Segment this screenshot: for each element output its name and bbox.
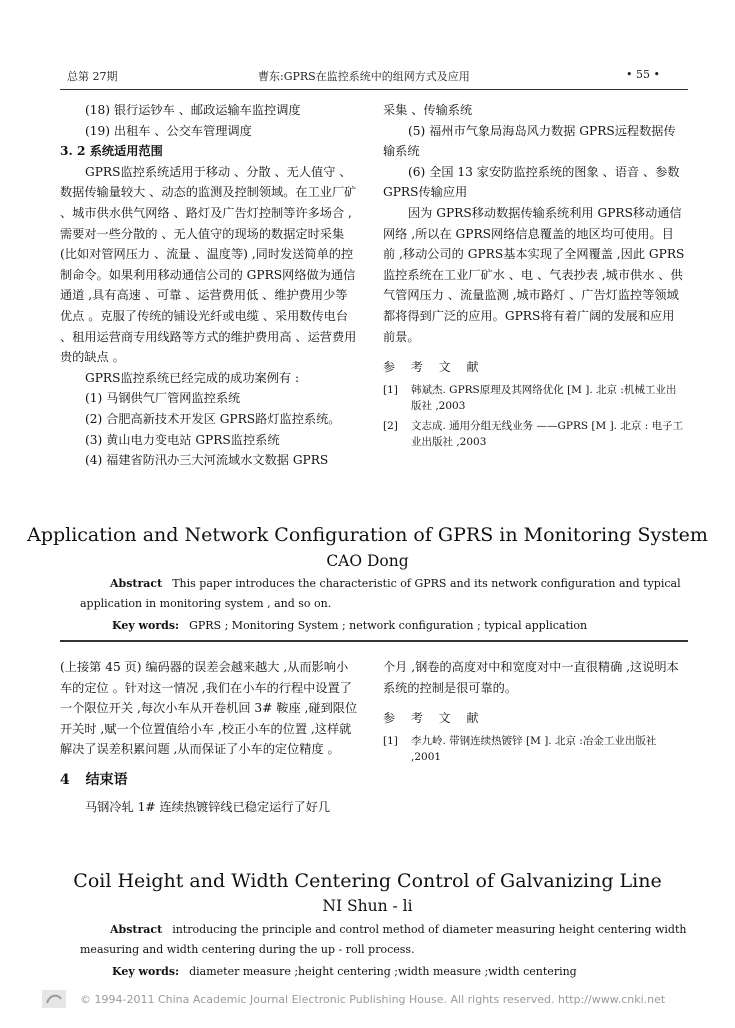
article1-left-column	[60, 100, 358, 471]
english-author-2: NI Shun - li	[322, 897, 413, 915]
body-paragraph: 个月 ,钢卷的高度对中和宽度对中一直很精确 ,这说明本系统的控制是很可靠的。	[383, 660, 679, 695]
body-paragraph: 采集 、传输系统	[383, 103, 473, 117]
english-abstract-1	[80, 574, 700, 614]
copyright-footer: © 1994-2011 China Academic Journal Electronic Publishing House. All rights reserved. http://www.cnki.net	[80, 993, 666, 1006]
article2-right-column	[383, 657, 686, 765]
english-abstract-2	[80, 920, 700, 960]
reference-item	[383, 418, 686, 450]
section-heading	[60, 770, 358, 791]
section-title: 结束语	[85, 771, 128, 788]
keywords-text-2: diameter measure ;height centering ;width measure ;width centering	[189, 965, 577, 978]
body-paragraph: (5) 福州市气象局海岛风力数据 GPRS远程数据传输系统	[383, 123, 676, 159]
body-paragraph: (18) 银行运钞车 、邮政运输车监控调度	[85, 103, 301, 117]
reference-item	[383, 382, 686, 414]
references-title: 参 考 文 献	[383, 360, 485, 375]
journal-issue: 总第 27期	[67, 70, 118, 83]
abstract-label: Abstract	[110, 577, 163, 590]
reference-text: 文志成. 通用分组无线业务 ——GPRS [M ]. 北京 : 电子工业出版社 ,2003	[411, 419, 684, 448]
english-title-2: Coil Height and Width Centering Control of Galvanizing Line	[73, 870, 662, 892]
running-title: 曹东:GPRS在监控系统中的组网方式及应用	[258, 70, 470, 83]
conclusion-paragraph: 马钢冷轧 1# 连续热镀锌线已稳定运行了好几	[85, 799, 331, 814]
english-keywords-2	[112, 962, 692, 982]
abstract-text: This paper introduces the characteristic of GPRS and its network configuration and typical application in monitoring system , and so on.	[80, 577, 681, 610]
body-paragraph: GPRS监控系统已经完成的成功案例有 :	[85, 370, 300, 385]
references-title-2: 参 考 文 献	[383, 711, 485, 726]
reference-number: [1]	[383, 383, 398, 396]
cnki-logo	[42, 990, 66, 1008]
keywords-label: Key words:	[112, 619, 180, 632]
body-paragraph: 3. 2 系统适用范围	[60, 144, 163, 159]
reference-text: 韩斌杰. GPRS原理及其网络优化 [M ]. 北京 :机械工业出版社 ,2003	[411, 383, 677, 412]
reference-item	[383, 733, 686, 765]
article2-left-column	[60, 657, 358, 817]
section-number: 4	[60, 771, 70, 788]
body-paragraph: 因为 GPRS移动数据传输系统利用 GPRS移动通信网络 ,所以在 GPRS网络信息覆盖的地区均可使用。目前 ,移动公司的 GPRS基本实现了全网覆盖 ,因此 GPRS监控系统在工业厂矿水 、电 、气表抄表 ,城市供水 、供气管网压力 、流量监测 ,城市路灯 、广告灯监控等领域都将得到广泛的应用。GPRS将有着广阔的发展和应用前景。	[383, 205, 685, 344]
abstract-text-2: introducing the principle and control method of diameter measuring height centering width measuring and width centering during the up - roll process.	[80, 923, 687, 956]
english-title-1: Application and Network Configuration of GPRS in Monitoring System	[27, 524, 708, 546]
body-paragraph: (19) 出租车 、公交车管理调度	[85, 123, 252, 138]
article1-right-column	[383, 100, 686, 450]
abstract-label-2: Abstract	[110, 923, 163, 936]
page-number: • 55 •	[626, 68, 660, 81]
separator-rule	[60, 640, 688, 642]
keywords-text: GPRS ; Monitoring System ; network configuration ; typical application	[189, 619, 588, 632]
body-paragraph: (上接第 45 页) 编码器的误差会越来越大 ,从而影响小车的定位 。针对这一情况 ,我们在小车的行程中设置了一个限位开关 ,每次小车从开卷机回 3# 鞍座 ,碰到限位开关时 ,赋一个位置值给小车 ,校正小车的位置 ,这样就解决了误差积累问题 ,从而保证了小车的定位精度 。	[60, 660, 358, 757]
body-paragraph: GPRS监控系统适用于移动 、分散 、无人值守 、数据传输量较大 、动态的监测及控制领域。在工业厂矿 、城市供水供气网络 、路灯及广告灯控制等许多场合 ,需要对一些分散的 、无人值守的现场的数据定时采集(比如对管网压力 、流量 、温度等) ,同时发送简单的控制命令。如果利用移动通信公司的 GPRS网络做为通信通道 ,具有高速 、可靠 、运营费用低 、维护费用少等优点 。克服了传统的铺设光纤或电缆 、采用数传电台 、租用运营商专用线路等方式的维护费用高 、运营费用贵的缺点 。	[60, 164, 357, 365]
body-paragraph: (4) 福建省防汛办三大河流域水文数据 GPRS	[85, 453, 329, 468]
header-rule	[60, 89, 688, 90]
body-paragraph: (2) 合肥高新技术开发区 GPRS路灯监控系统。	[85, 411, 341, 426]
english-keywords-1	[112, 616, 692, 636]
body-paragraph: (6) 全国 13 家安防监控系统的图象 、语音 、参数 GPRS传输应用	[383, 164, 680, 200]
reference-number: [2]	[383, 419, 398, 432]
reference-text: 李九岭. 带钢连续热镀锌 [M ]. 北京 :冶金工业出版社 ,2001	[411, 734, 657, 763]
body-paragraph: (1) 马钢供气厂管网监控系统	[85, 391, 241, 406]
body-paragraph: (3) 黄山电力变电站 GPRS监控系统	[85, 432, 280, 447]
english-author-1: CAO Dong	[326, 552, 409, 570]
keywords-label-2: Key words:	[112, 965, 180, 978]
reference-number: [1]	[383, 734, 398, 747]
